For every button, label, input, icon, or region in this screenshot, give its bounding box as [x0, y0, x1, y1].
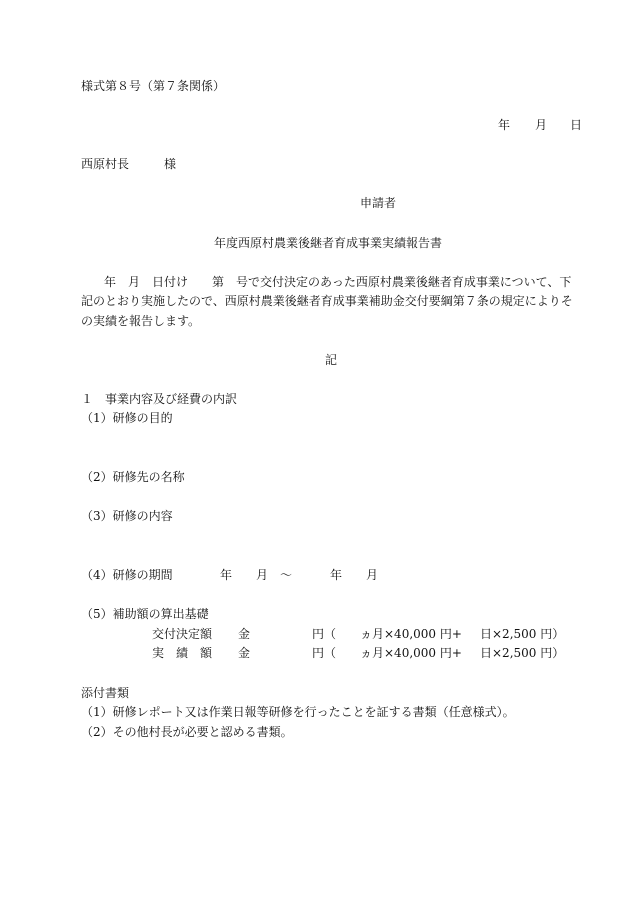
period-from-month: 月: [256, 568, 269, 582]
basis-row-days: 日×2,500 円）: [480, 627, 565, 641]
ki-mark: 記: [325, 353, 338, 367]
addressee-honorific: 様: [164, 157, 177, 171]
applicant-label: 申請者: [360, 196, 397, 210]
body-day-dated: 日付け: [152, 275, 189, 289]
item-purpose: （1）研修の目的: [81, 411, 173, 425]
basis-row-kin: 金: [238, 646, 251, 660]
period-tilde: ～: [280, 568, 293, 582]
addressee-name: 西原村長: [81, 157, 130, 171]
date-day: 日: [570, 118, 583, 132]
attachment-item: （1）研修レポート又は作業日報等研修を行ったことを証する書類（任意様式）。: [81, 705, 515, 719]
period-to-month: 月: [366, 568, 379, 582]
period-label: （4）研修の期間: [81, 568, 173, 582]
attachment-item: （2）その他村長が必要と認める書類。: [81, 725, 293, 739]
basis-row-months: ヵ月×40,000 円+: [360, 627, 462, 641]
body-year: 年: [104, 275, 117, 289]
form-number: 様式第８号（第７条関係）: [81, 79, 226, 93]
basis-row-yen: 円（: [312, 646, 337, 660]
basis-row-months: ヵ月×40,000 円+: [360, 646, 462, 660]
date-month: 月: [535, 118, 548, 132]
basis-row-label: 交付決定額: [152, 627, 213, 641]
body-number-prefix: 第: [212, 275, 225, 289]
item-content: （3）研修の内容: [81, 509, 173, 523]
date-year: 年: [498, 118, 511, 132]
body-month: 月: [128, 275, 141, 289]
attachments-heading: 添付書類: [81, 686, 130, 700]
basis-row-yen: 円（: [312, 627, 337, 641]
body-line1-rest: 号で交付決定のあった西原村農業後継者育成事業について、下: [236, 275, 572, 289]
basis-label: （5）補助額の算出基礎: [81, 607, 209, 621]
document-title: 年度西原村農業後継者育成事業実績報告書: [214, 236, 443, 250]
period-from-year: 年: [220, 568, 233, 582]
body-line2: 記のとおり実施したので、西原村農業後継者育成事業補助金交付要綱第７条の規定によりそ: [81, 294, 573, 308]
item-destination: （2）研修先の名称: [81, 470, 185, 484]
period-to-year: 年: [330, 568, 343, 582]
body-line3: の実績を報告します。: [81, 314, 201, 328]
basis-row-days: 日×2,500 円）: [480, 646, 565, 660]
basis-row-label: 実 績 額: [152, 646, 213, 660]
section-heading: １ 事業内容及び経費の内訳: [81, 392, 238, 406]
basis-row-kin: 金: [238, 627, 251, 641]
